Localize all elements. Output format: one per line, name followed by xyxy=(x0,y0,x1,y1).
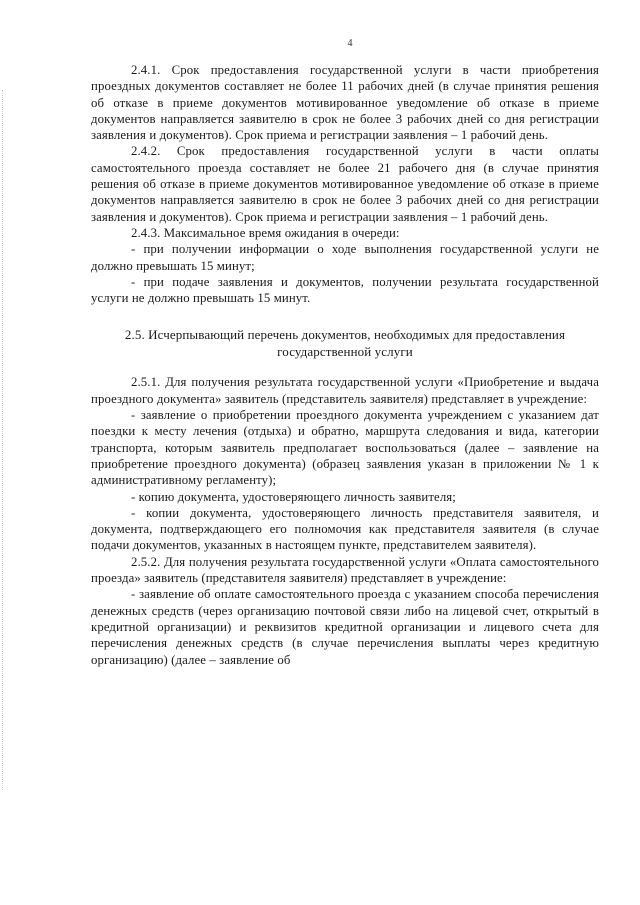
page-number: 4 xyxy=(347,38,353,49)
section-heading-2-5: 2.5. Исчерпывающий перечень документов, необходимых для предоставления государственной услуги xyxy=(124,327,566,360)
list-item-application-payment: - заявление об оплате самостоятельного проезда с указанием способа перечисления денежных средств (через организацию почтовой связи либо на лицевой счет, открытый в кредитной организации) и реквизитов кредитной организации и лицевого счета для перечисления денежных средств (в случае перечисления выплаты через кредитную организацию) (далее – заявление об xyxy=(91,587,599,667)
list-item-queue-submission: - при подаче заявления и документов, получении результата государственной услуги не должно превышать 15 минут. xyxy=(91,274,599,306)
list-item-application-ticket: - заявление о приобретении проездного документа учреждением с указанием дат поездки к месту лечения (отдыха) и обратно, маршрута следования и вида, категории транспорта, которым заявитель предполагает воспользоваться (далее – заявление на приобретение проездного документа) (образец заявления указан в приложении № 1 к административному регламенту); xyxy=(91,408,599,488)
paragraph-2-4-1: 2.4.1. Срок предоставления государственной услуги в части приобретения проездных документов составляет не более 11 рабочих дней (в случае принятия решения об отказе в приеме документов мотивированное уведомление об отказе в приеме документов направляется заявителю в срок не более 3 рабочих дней со дня регистрации заявления и документов). Срок приема и регистрации заявления – 1 рабочий день. xyxy=(91,63,599,143)
paragraph-2-5-1: 2.5.1. Для получения результата государственной услуги «Приобретение и выдача проездного документа» заявитель (представитель заявителя) представляет в учреждение: xyxy=(91,375,599,406)
paragraph-2-4-3: 2.4.3. Максимальное время ожидания в очереди: xyxy=(131,225,400,240)
list-item-identity-copy: - копию документа, удостоверяющего личность заявителя; xyxy=(131,489,456,504)
document-body xyxy=(91,62,599,668)
list-item-queue-info: - при получении информации о ходе выполнения государственной услуги не должно превышать 15 минут; xyxy=(91,242,599,273)
list-item-representative-copy: - копии документа, удостоверяющего личность представителя заявителя, и документа, подтверждающего его полномочия как представителя заявителя (в случае подачи документов, указанных в настоящем пункте, представителем заявителя). xyxy=(91,505,599,553)
paragraph-2-5-2: 2.5.2. Для получения результата государственной услуги «Оплата самостоятельного проезда» заявитель (представителя заявителя) представляет в учреждение: xyxy=(91,554,599,586)
paragraph-2-4-2: 2.4.2. Срок предоставления государственной услуги в части оплаты самостоятельного проезда составляет не более 21 рабочего дня (в случае принятия решения об отказе в приеме документов мотивированное уведомление об отказе в приеме документов направляется заявителю в срок не более 3 рабочих дней со дня регистрации заявления и документов). Срок приема и регистрации заявления – 1 рабочий день. xyxy=(91,144,599,224)
scan-margin-marks xyxy=(2,90,7,790)
